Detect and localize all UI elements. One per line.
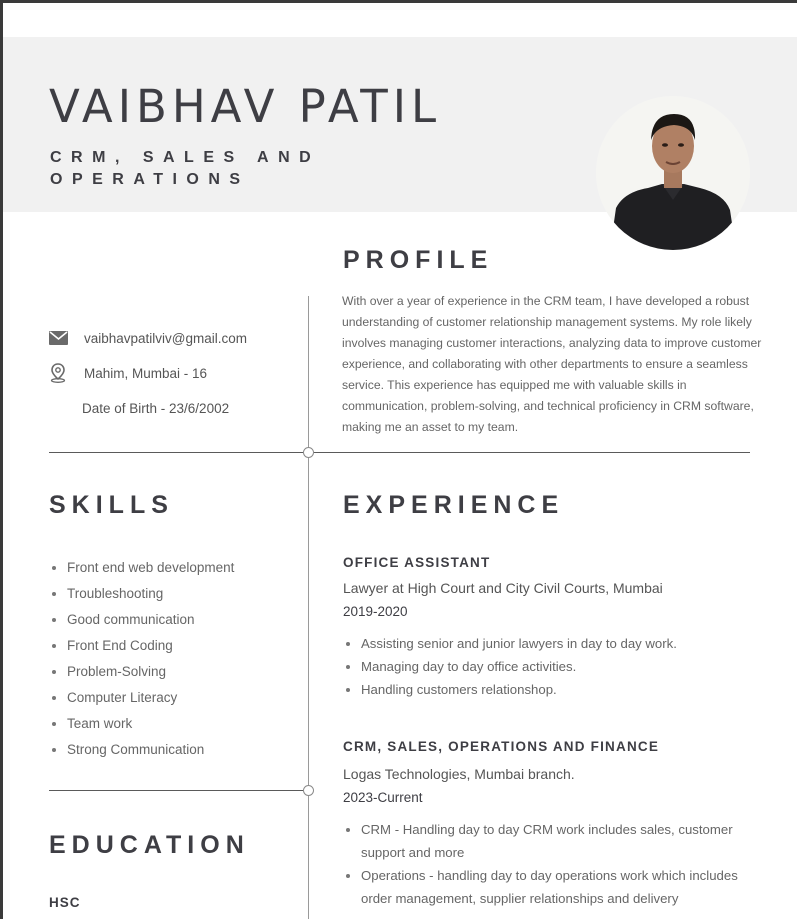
skills-heading: SKILLS [49, 491, 174, 519]
skill-item: Troubleshooting [49, 581, 234, 607]
contact-location: Mahim, Mumbai - 16 [84, 365, 208, 381]
contact-email-row [48, 328, 247, 348]
job-duties [343, 818, 763, 910]
skill-item: Problem-Solving [49, 659, 234, 685]
section-divider-top [49, 452, 750, 453]
page-top-border [0, 0, 797, 3]
profile-summary: With over a year of experience in the CRM team, I have developed a robust understanding of customer relationship management systems. My role likely involves managing customer interactions, analyzing data to improve customer experience, and collaborating with other departments to ensure a seamless service. This experience has equipped me with valuable skills in communication, problem-solving, and technical proficiency in CRM software, making me an asset to my team. [342, 294, 762, 434]
section-divider-bottom [49, 790, 309, 791]
education-item: HSC [49, 895, 81, 910]
candidate-subtitle: CRM, SALES AND OPERATIONS [50, 149, 321, 188]
contact-location-row [48, 363, 207, 383]
envelope-icon [48, 328, 68, 348]
job-company: Logas Technologies, Mumbai branch. [343, 766, 575, 782]
skill-item: Strong Communication [49, 737, 234, 763]
map-pin-icon [48, 363, 68, 383]
job-duties [343, 632, 763, 701]
skill-item: Computer Literacy [49, 685, 234, 711]
divider-node-bottom [303, 785, 314, 796]
contact-email: vaibhavpatilviv@gmail.com [84, 330, 248, 346]
job-title-office-assistant: OFFICE ASSISTANT [343, 555, 491, 570]
duty-item: Handling customers relationshop. [343, 678, 763, 701]
skills-list [49, 555, 234, 763]
profile-heading: PROFILE [343, 246, 494, 274]
column-divider [308, 296, 309, 919]
skill-item: Front End Coding [49, 633, 234, 659]
divider-node-top [303, 447, 314, 458]
skill-item: Front end web development [49, 555, 234, 581]
skill-item: Good communication [49, 607, 234, 633]
profile-photo [596, 96, 750, 250]
experience-heading: EXPERIENCE [343, 491, 565, 519]
skill-item: Team work [49, 711, 234, 737]
duty-item: CRM - Handling day to day CRM work includes sales, customer support and more [343, 818, 763, 864]
date-of-birth: Date of Birth - 23/6/2002 [82, 401, 230, 416]
duty-item: Operations - handling day to day operations work which includes order management, supplier relationships and delivery [343, 864, 763, 910]
duty-item: Managing day to day office activities. [343, 655, 763, 678]
job-years: 2019-2020 [343, 604, 408, 619]
job-years: 2023-Current [343, 790, 423, 805]
education-heading: EDUCATION [49, 831, 250, 859]
job-company: Lawyer at High Court and City Civil Courts, Mumbai [343, 580, 663, 596]
job-title-crm: CRM, SALES, OPERATIONS AND FINANCE [343, 739, 660, 754]
duty-item: Assisting senior and junior lawyers in day to day work. [343, 632, 763, 655]
candidate-name: VAIBHAV PATIL [49, 80, 442, 133]
